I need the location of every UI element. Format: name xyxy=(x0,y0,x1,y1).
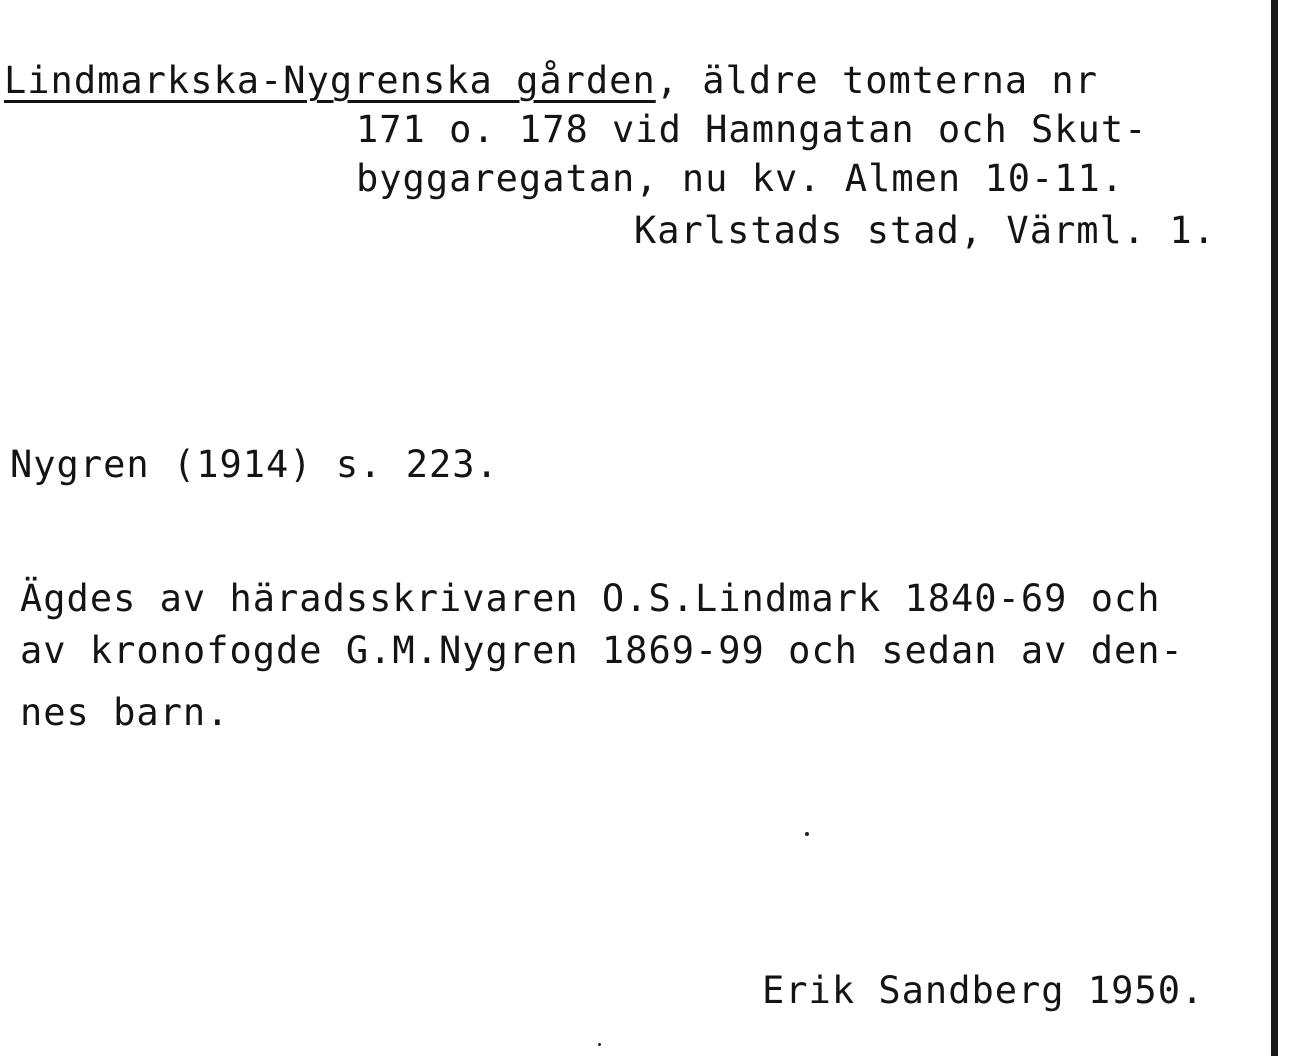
body-line-1: Ägdes av häradsskrivaren O.S.Lindmark 1840-69 och xyxy=(20,577,1161,620)
ink-speck xyxy=(805,832,809,836)
heading-title: Lindmarkska-Nygrenska gården xyxy=(4,59,656,102)
ink-speck xyxy=(598,1043,601,1046)
heading-line-1 xyxy=(4,59,1098,102)
heading-line-4: Karlstads stad, Värml. 1. xyxy=(634,209,1216,252)
body-line-3: nes barn. xyxy=(20,691,230,734)
body-line-2: av kronofogde G.M.Nygren 1869-99 och sedan av den- xyxy=(20,629,1184,672)
signature-line: Erik Sandberg 1950. xyxy=(762,969,1205,1012)
heading-line-2: 171 o. 178 vid Hamngatan och Skut- xyxy=(356,108,1148,151)
heading-line-3: byggaregatan, nu kv. Almen 10-11. xyxy=(356,157,1125,200)
reference-line: Nygren (1914) s. 223. xyxy=(10,443,499,486)
heading-title-rest: , äldre tomterna nr xyxy=(655,59,1098,102)
card-right-edge xyxy=(1271,0,1278,1056)
